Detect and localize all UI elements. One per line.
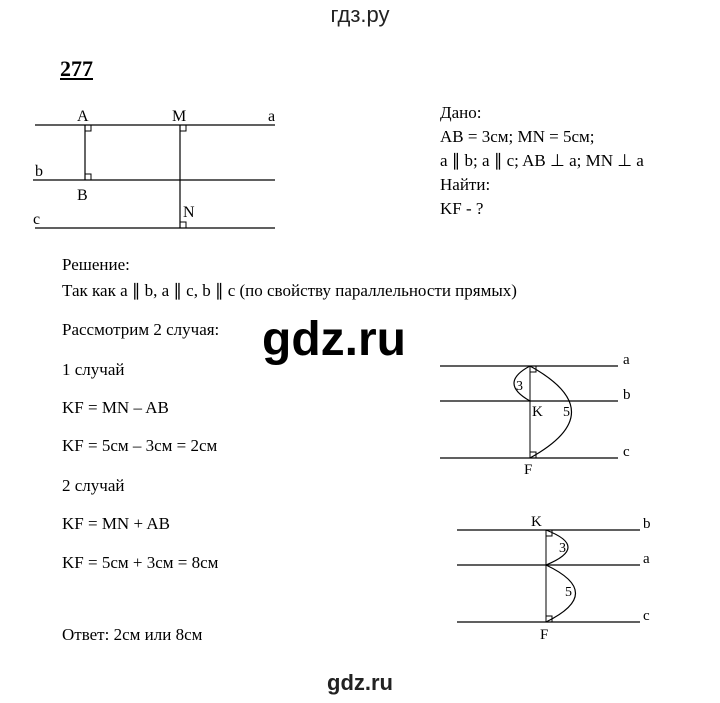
site-title-bottom: gdz.ru [327, 670, 393, 695]
label-b: b [35, 163, 43, 180]
label-5: 5 [565, 585, 572, 600]
solution-title: Решение: [62, 255, 130, 274]
site-title-top: гдз.ру [330, 2, 390, 27]
case-2-calc: KF = 5см + 3см = 8см [62, 553, 219, 572]
label-c: c [643, 608, 650, 624]
label-A: A [77, 108, 89, 125]
label-F: F [540, 627, 549, 643]
label-c: c [33, 211, 41, 228]
label-3: 3 [559, 541, 566, 556]
label-K: K [531, 514, 542, 530]
figure-case-1 [438, 350, 648, 480]
right-angle-a [85, 125, 91, 131]
case-2-title: 2 случай [62, 476, 125, 495]
label-F: F [524, 462, 533, 478]
case-1-calc: KF = 5см – 3см = 2см [62, 436, 218, 455]
task-number: 277 [60, 56, 93, 81]
given-title: Дано: [440, 103, 482, 122]
watermark-center: gdz.ru [262, 313, 406, 366]
find-title: Найти: [440, 175, 491, 194]
case-1-formula: KF = MN – AB [62, 398, 169, 417]
case-1-title: 1 случай [62, 360, 125, 379]
find-value: KF - ? [440, 199, 484, 218]
case-2-formula: KF = MN + AB [62, 514, 170, 533]
label-a: a [268, 108, 276, 125]
label-b: b [643, 516, 651, 532]
answer: Ответ: 2см или 8см [62, 625, 203, 644]
label-a: a [643, 551, 650, 567]
label-K: K [532, 404, 543, 420]
figure-case-2 [455, 510, 660, 645]
solution-line-2: Рассмотрим 2 случая: [62, 320, 220, 339]
label-c: c [623, 444, 630, 460]
label-N: N [183, 204, 195, 221]
right-angle-n [180, 222, 186, 228]
given-line-2: a ∥ b; a ∥ c; AB ⊥ a; MN ⊥ a [440, 151, 644, 170]
label-M: M [172, 108, 187, 125]
label-a: a [623, 352, 630, 368]
right-angle-b [85, 174, 91, 180]
right-angle-m [180, 125, 186, 131]
label-5: 5 [563, 405, 570, 420]
given-line-1: AB = 3см; MN = 5см; [440, 127, 595, 146]
label-B: B [77, 187, 88, 204]
label-b: b [623, 387, 631, 403]
figure-parallel-lines [30, 100, 320, 240]
solution-line-1: Так как a ∥ b, a ∥ c, b ∥ c (по свойству параллельности прямых) [62, 281, 517, 300]
label-3: 3 [516, 379, 523, 394]
